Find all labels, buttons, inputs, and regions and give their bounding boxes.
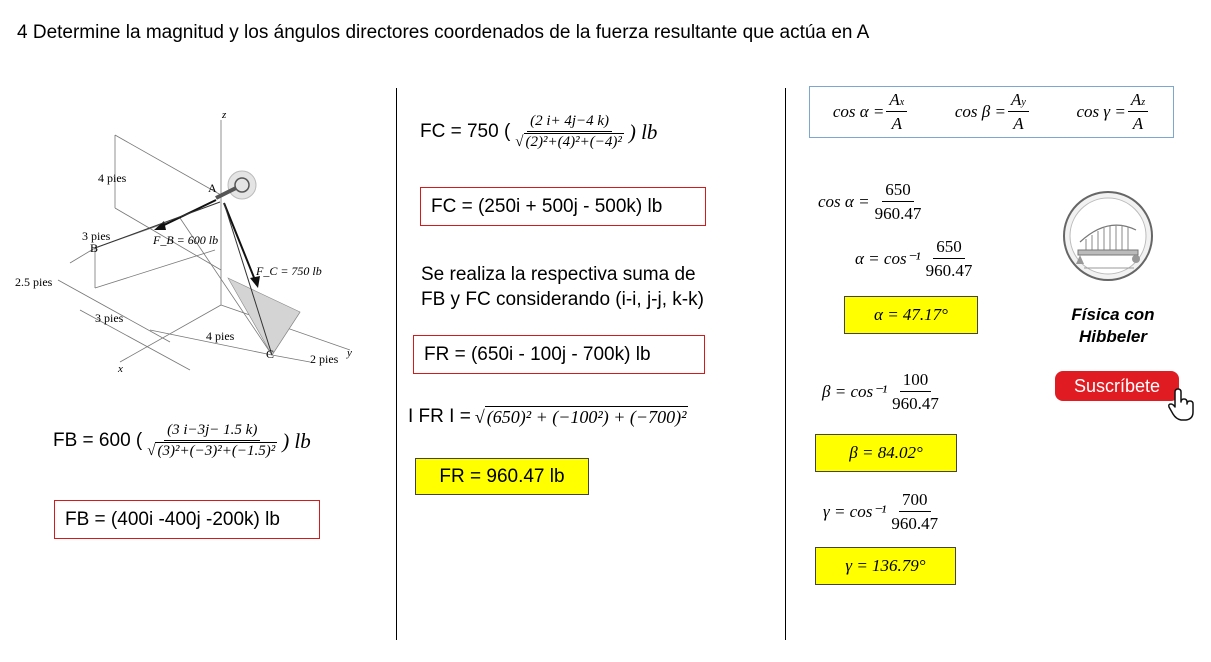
fr-magnitude-equation: I FR I = √ (650)² + (−100²) + (−700)²	[408, 406, 687, 427]
gamma-inverse-equation: γ = cos⁻¹ $\frac{700}{960.47}$	[823, 490, 939, 533]
fb-result-box	[54, 500, 320, 539]
fr-result-box	[413, 335, 705, 374]
fr-mag-expr: (650)² + (−100²) + (−700)²	[486, 406, 687, 427]
dim-2pies: 2 pies	[310, 352, 339, 366]
column-divider-right	[785, 88, 786, 640]
subscribe-label: Suscríbete	[1073, 375, 1161, 396]
direction-cosine-formulas	[809, 86, 1174, 138]
force-fc-label: F_C = 750 lb	[256, 264, 322, 278]
fr-magnitude-box	[415, 458, 589, 495]
fb-prefix: FB = 600 (	[53, 430, 143, 451]
fc-fraction	[512, 113, 627, 151]
axis-y-label: y	[347, 347, 352, 359]
fb-denominator: √ (3)²+(−3)²+(−1.5)²	[147, 443, 276, 459]
fc-denominator: √ (2)²+(4)²+(−4)²	[515, 134, 622, 150]
gamma-result-box	[815, 547, 956, 585]
force-fb-label: F_B = 600 lb	[153, 233, 219, 247]
beta-result: β = 84.02°	[849, 443, 923, 462]
dim-25pies: 2.5 pies	[15, 275, 53, 289]
beam-load-logo-icon	[1062, 190, 1154, 282]
alpha-result-box	[844, 296, 978, 334]
force-fc-arrow	[224, 203, 255, 280]
gamma-result: γ = 136.79°	[845, 556, 926, 575]
fb-numerator: (3 i−3j− 1.5 k)	[164, 422, 260, 441]
axis-z-label: z	[222, 109, 227, 121]
fb-fraction	[144, 422, 280, 460]
fb-equation	[53, 422, 311, 460]
fc-result: FC = (250i + 500j - 500k) lb	[431, 195, 663, 217]
subscribe-button[interactable]	[1055, 371, 1179, 401]
point-a-label: A	[208, 181, 217, 195]
axis-x-label: x	[118, 363, 123, 375]
formula-beta: cos β = $\frac{Ay}{A}$	[955, 90, 1031, 134]
fr-mag-prefix: I FR I =	[408, 406, 471, 427]
formula-alpha: cos α = $\frac{Ax}{A}$	[833, 90, 909, 134]
hand-pointer-icon	[1167, 388, 1199, 422]
sum-text-line-1: Se realiza la respectiva suma de	[421, 264, 696, 285]
point-c-label: C	[266, 347, 275, 361]
fb-result: FB = (400i -400j -200k) lb	[65, 508, 280, 530]
fr-result: FR = (650i - 100j - 700k) lb	[424, 343, 651, 365]
alpha-inverse-equation: α = cos⁻¹ $\frac{650}{960.47}$	[855, 237, 973, 280]
dim-3pies-bottom: 3 pies	[95, 311, 124, 325]
beta-inverse-equation: β = cos⁻¹ $\frac{100}{960.47}$	[822, 370, 939, 413]
fr-magnitude: FR = 960.47 lb	[439, 465, 565, 487]
beta-result-box	[815, 434, 957, 472]
dim-3pies-b: 3 pies	[82, 229, 111, 243]
brand-line-2: Hibbeler	[1078, 327, 1148, 346]
fc-suffix: ) lb	[628, 119, 658, 144]
column-divider-left	[396, 88, 397, 640]
brand-name	[1056, 304, 1170, 348]
fc-equation	[420, 113, 657, 151]
support-bracket	[228, 171, 256, 199]
alpha-result: α = 47.17°	[874, 305, 948, 324]
brand-line-1: Física con	[1071, 305, 1155, 324]
force-diagram	[10, 100, 370, 380]
dim-4pies-top: 4 pies	[98, 171, 127, 185]
fc-result-box	[420, 187, 706, 226]
dim-4pies-bottom: 4 pies	[206, 329, 235, 343]
fc-numerator: (2 i+ 4j−4 k)	[527, 113, 612, 132]
cos-alpha-equation: cos α = $\frac{650}{960.47}$	[818, 180, 922, 223]
sum-text-line-2: FB y FC considerando (i-i, j-j, k-k)	[421, 289, 704, 310]
sum-explanation	[421, 262, 704, 312]
formula-gamma: cos γ = $\frac{Az}{A}$	[1077, 90, 1151, 134]
fb-suffix: ) lb	[282, 428, 311, 453]
problem-title: 4 Determine la magnitud y los ángulos directores coordenados de la fuerza resultante que actúa en A	[17, 22, 870, 43]
point-b-label: B	[90, 241, 99, 255]
fc-prefix: FC = 750 (	[420, 121, 511, 142]
